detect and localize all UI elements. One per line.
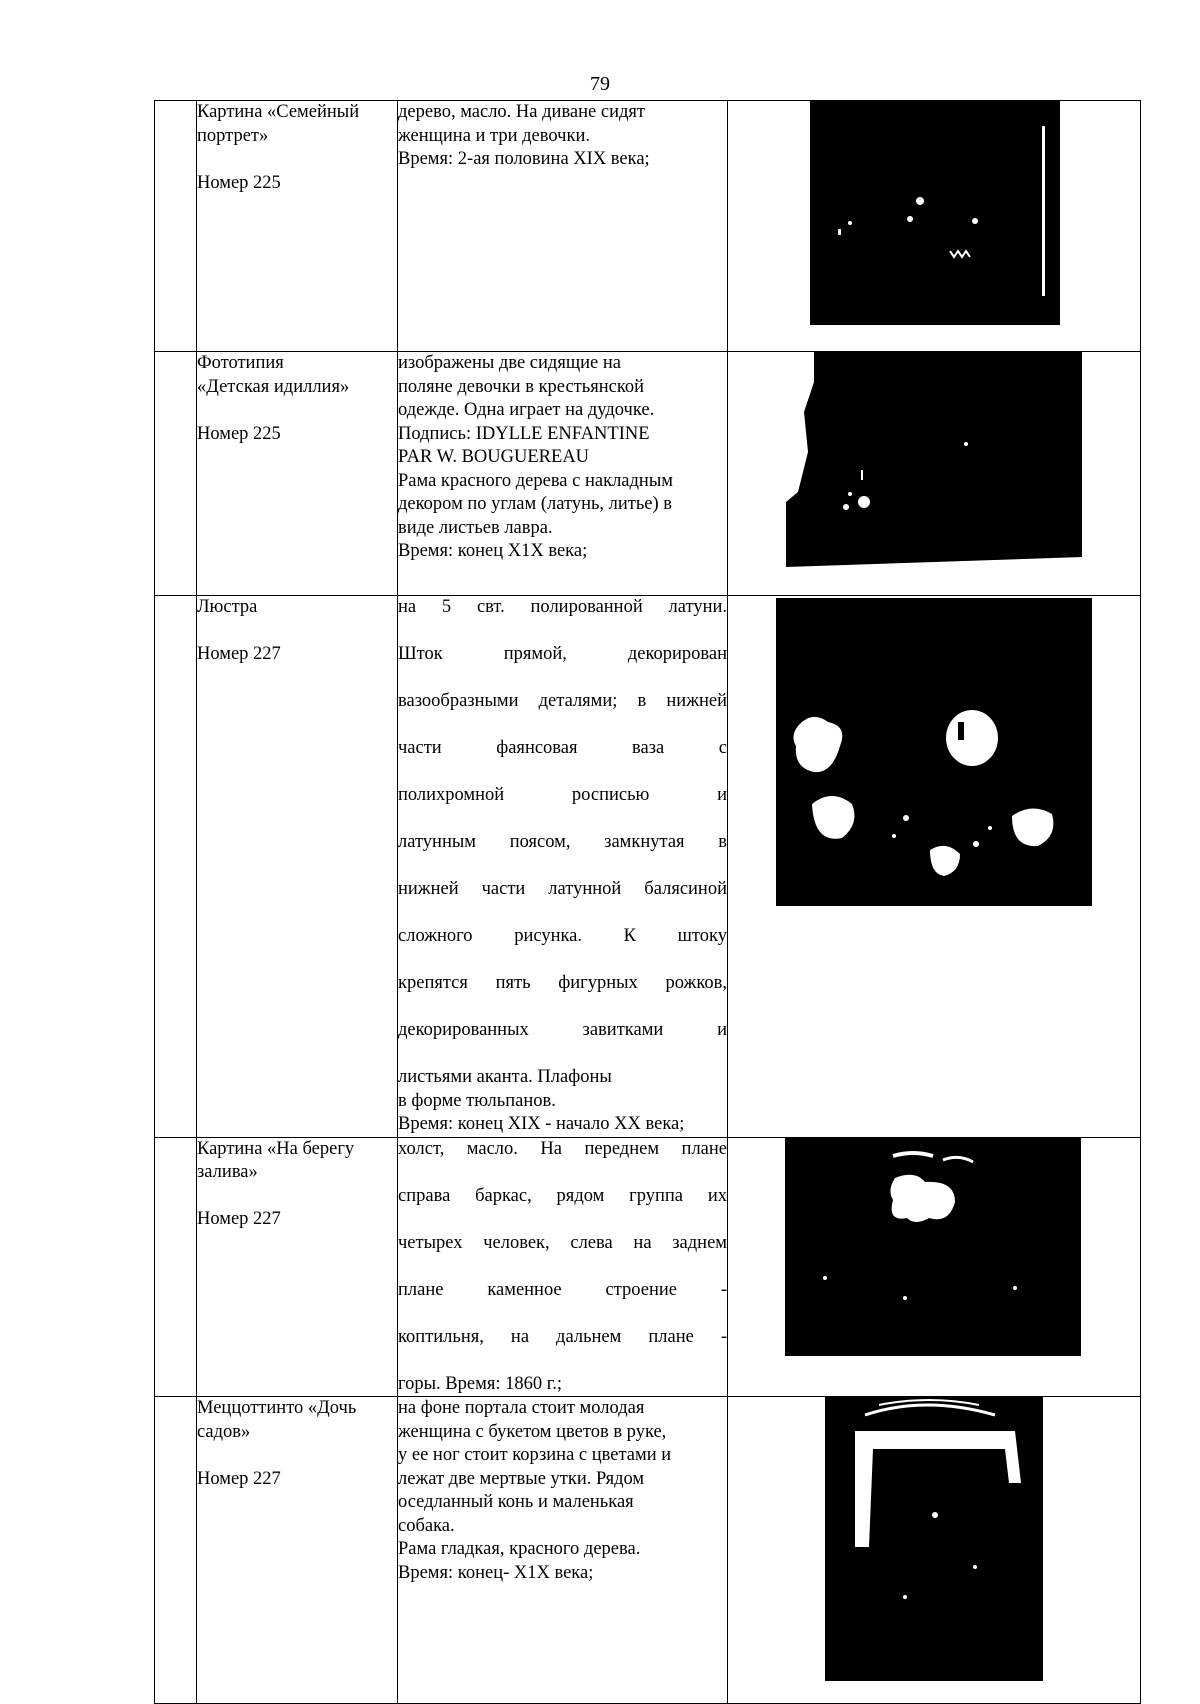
photo-cell [728,352,1141,596]
item-name: Фототипия [197,353,284,373]
description-line: PAR W. BOUGUEREAU [398,447,590,467]
item-name: «Детская идиллия» [197,376,350,397]
description-line: крепятся пять фигурных рожков, [398,973,727,993]
row-number-cell [155,101,197,352]
table-row [155,101,1141,352]
page-number: 79 [590,73,610,95]
phototype-photo [786,352,1082,594]
item-name: Люстра [197,597,258,617]
item-name: Меццоттинто «Дочь [197,1398,357,1418]
description-line: сложного рисунка. К штоку [398,926,727,946]
description-cell [398,352,728,596]
row-number-cell [155,1137,197,1397]
description-cell [398,1137,728,1397]
item-name: садов» [197,1421,251,1442]
inventory-number: Номер 225 [197,172,281,193]
photo-cell [728,596,1141,1138]
photo-cell [728,1397,1141,1704]
description-line: Время: конец- X1X века; [398,1562,594,1583]
description-line: вазообразными деталями; в нижней [398,691,727,711]
description-line: плане каменное строение - [398,1279,727,1300]
description-line: Время: конец XIX - начало XX века; [398,1114,685,1134]
description-line: женщина и три девочки. [398,125,590,146]
table-row [155,596,1141,1138]
description-line: четырех человек, слева на заднем [398,1232,727,1253]
description-line: лежат две мертвые утки. Рядом [398,1468,645,1489]
description-line: Время: конец X1X века; [398,541,588,561]
item-name-cell [197,101,398,352]
description-cell [398,101,728,352]
description-cell [398,1397,728,1704]
description-line: виде листьев лавра. [398,517,553,538]
description-line: декором по углам (латунь, литье) в [398,494,673,514]
item-name-cell [197,1137,398,1397]
family-portrait-photo [810,101,1060,325]
item-name: залива» [197,1162,258,1182]
description-line: полихромной росписью и [398,785,727,805]
description-line: дерево, масло. На диване сидят [398,102,645,122]
description-line: Шток прямой, декорирован [398,644,727,664]
inventory-number: Номер 227 [197,1468,281,1489]
row-number-cell [155,1397,197,1704]
table-row [155,1137,1141,1397]
description-line: на фоне портала стоит молодая [398,1398,645,1418]
description-line: Подпись: IDYLLE ENFANTINE [398,423,650,444]
seashore-painting-photo [785,1138,1081,1356]
description-line: латунным поясом, замкнутая в [398,832,727,852]
photo-cell [728,1137,1141,1397]
description-line: на 5 свт. полированной латуни. [398,597,727,617]
description-line: в форме тюльпанов. [398,1090,556,1111]
chandelier-photo [776,598,1092,906]
description-line: одежде. Одна играет на дудочке. [398,400,655,420]
item-name-cell [197,1397,398,1704]
photo-cell [728,101,1141,352]
description-line: холст, масло. На переднем плане [398,1138,727,1159]
catalog-table [154,100,1141,1704]
description-line: поляне девочки в крестьянской [398,376,645,397]
inventory-number: Номер 225 [197,423,281,444]
mezzotint-photo [825,1397,1043,1681]
item-name-cell [197,596,398,1138]
item-name: портрет» [197,125,269,146]
description-line: оседланный конь и маленькая [398,1492,634,1512]
table-row [155,1397,1141,1704]
item-name: Картина «На берегу [197,1138,355,1159]
item-name: Картина «Семейный [197,102,360,122]
description-line: справа баркас, рядом группа их [398,1185,727,1206]
description-line: Время: 2-ая половина XIX века; [398,149,650,169]
description-line: у ее ног стоит корзина с цветами и [398,1445,672,1465]
description-line: собака. [398,1515,455,1536]
description-line: части фаянсовая ваза с [398,738,727,758]
row-number-cell [155,352,197,596]
description-cell [398,596,728,1138]
item-name-cell [197,352,398,596]
description-line: изображены две сидящие на [398,353,621,373]
description-line: горы. Время: 1860 г.; [398,1373,562,1394]
inventory-number: Номер 227 [197,1209,281,1229]
description-line: нижней части латунной балясиной [398,879,727,899]
row-number-cell [155,596,197,1138]
description-line: Рама гладкая, красного дерева. [398,1539,641,1559]
description-line: листьями аканта. Плафоны [398,1067,612,1087]
table-row [155,352,1141,596]
description-line: Рама красного дерева с накладным [398,470,673,491]
description-line: женщина с букетом цветов в руке, [398,1421,667,1442]
inventory-number: Номер 227 [197,644,281,664]
description-line: декорированных завитками и [398,1020,727,1040]
description-line: коптильня, на дальнем плане - [398,1326,727,1347]
